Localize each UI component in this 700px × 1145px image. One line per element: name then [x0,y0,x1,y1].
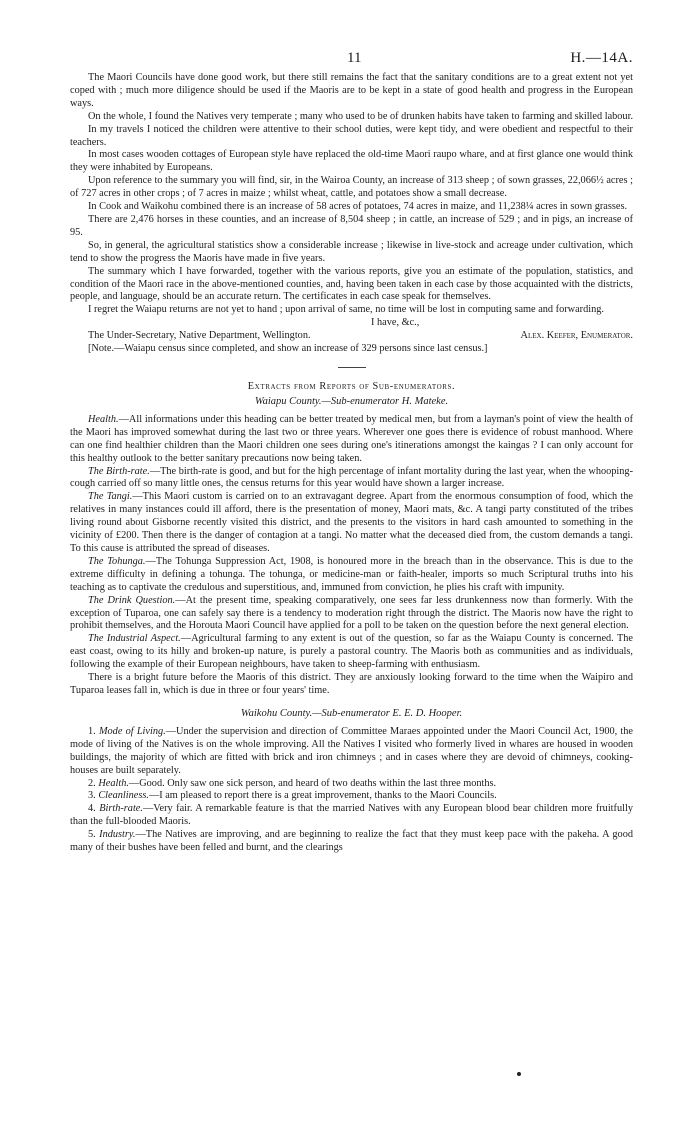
paragraph [70,829,633,855]
paragraph-text: —I am pleased to report there is a great improvement, thanks to the Maori Councils. [148,790,497,802]
paragraph [70,672,633,698]
page-number: 11 [347,50,362,66]
paragraph-text: —Very fair. A remarkable feature is that the married Natives with any European blood bear children more fruitfully than the full-blooded Maoris. [70,803,633,828]
paragraph: On the whole, I found the Natives very temperate ; many who used to be of drunken habits have taken to farming and skilled labour. [88,110,634,122]
signature-line [70,330,633,343]
paragraph: In Cook and Waikohu combined there is an increase of 58 acres of potatoes, 74 acres in maize, and 11,238¼ acres in sown grasses. [88,201,628,213]
paragraph-label: Health. [98,777,129,789]
waikohu-title: Waikohu County.—Sub-enumerator E. E. D. Hooper. [240,707,463,719]
paragraph-label: The Industrial Aspect. [88,633,181,645]
paragraph-text: —The Natives are improving, and are beginning to realize the fact that they must keep pace with the pakeha. A good many of their bushes have been felled and burnt, and the clearings [70,829,634,854]
paragraph-text: There is a bright future before the Maoris of this district. They are anxiously looking forward to the time when the Waipiro and Tuparoa leases fall in, which is due in three or four years' time. [70,672,633,696]
paragraph: In my travels I noticed the children were attentive to their school duties, were kept tidy, and were obedient and respectful to their teachers. [70,123,633,148]
paragraph: There are 2,476 horses in these counties, and an increase of 8,504 sheep ; in cattle, an increase of 529 ; and in pigs, an increase of 95. [70,213,633,238]
paragraph [70,633,633,672]
paragraph-text: —At the present time, speaking comparatively, one sees far less drunkenness now than formerly. With the exception of Tuparoa, one can safely say there is a tendency to moderation right through the district. The Maoris now have the right to prohibit themselves, and the Horouta Maori Council have applied for a poll to be taken on the question before the next general election. [70,594,633,632]
document-reference: H.—14A. [570,50,633,66]
signatory: Alex. Keefer, Enumerator. [520,330,633,342]
paragraph-text: —The birth-rate is good, and but for the high percentage of infant mortality during the last year, when the whooping-cough carried off so many little ones, the census returns for this year would have shown a larger increase. [70,465,633,490]
waiapu-title: Waiapu County.—Sub-enumerator H. Mateke. [254,395,449,407]
paragraph-text: —This Maori custom is carried on to an extravagant degree. Apart from the enormous consumption of food, which the relatives in many instances could ill afford, there is the presentation of money, Maori mats, &c. A tangi party constituted of the tribes living round about Gisborne recently visited this district, and the presents to the visitors in hard cash amounted to something in the vicinity of £200. Then there is the danger of contagion at a tangi. No matter what the deceased died from, the custom demands a tangi. To this cause is attributed the spread of diseases. [70,491,634,554]
paragraph [70,803,633,829]
item-number: 4. [88,803,96,815]
paragraph: So, in general, the agricultural statistics show a considerable increase ; likewise in live-stock and acreage under cultivation, which tend to show the progress the Maoris have made in five years. [70,239,633,264]
paragraph-label: The Drink Question. [88,594,176,606]
paragraph: The Maori Councils have done good work, but there still remains the fact that the sanitary conditions are to a great extent not yet coped with ; much more diligence should be used if the Maoris are to be kept in a state of good health and progress in the European ways. [70,72,633,109]
waiapu-section [70,395,633,698]
paragraph-text: —All informations under this heading can be better treated by medical men, but from a layman's point of view the health of the Maori has improved somewhat during the last two or three years. Wherever one goes there is evidence of robust manhood. Where can one find healthier children than the Maori children one sees during one's itinerations amongst the kaingas ? I can only account for this healthy outlook to the better sanitary precautions now being taken. [70,413,633,464]
paragraph-label: Birth-rate. [99,803,143,815]
paragraph-label: The Tangi. [88,491,133,503]
editor-note: [Note.—Waiapu census since completed, and show an increase of 329 persons since last census.] [88,343,488,355]
paragraph-label: Cleanliness. [98,790,149,802]
document-page [70,46,633,855]
paragraph: In most cases wooden cottages of European style have replaced the old-time Maori raupo whare, and at first glance one would think they were inhabited by Europeans. [70,149,633,174]
paragraph-text: —Under the supervision and direction of Committee Maraes appointed under the Maori Council Act, 1900, the mode of living of the Natives is on the whole improving. All the Natives I visited who formerly lived in whares are housed in wooden buildings, the majority of which are fitted with brick and iron chimneys ; and in cases where they are devoid of chimneys, cooking-houses are built separately. [70,725,634,776]
paragraph [70,414,633,466]
intro-section [70,72,633,356]
paragraph [70,778,633,791]
signature-closing-line [70,317,633,330]
paragraph-label: Health. [88,413,119,425]
paragraph-label: Mode of Living. [98,725,166,737]
section-divider [338,367,366,368]
item-number: 2. [88,777,96,789]
paragraph-text: —The Tohunga Suppression Act, 1908, is honoured more in the breach than in the observance. This is due to the extreme difficulty in defining a tohunga. The tohunga, or medicine-man or faith-healer, imports so much Scriptural truths into his teaching as to captivate the credulous and superstitious, and, immuned from conviction, he plies his craft with impunity. [70,555,633,593]
waikohu-section [70,707,633,855]
paragraph-label: Industry. [99,829,136,841]
item-number: 5. [88,829,96,841]
item-number: 1. [88,725,96,737]
extracts-heading: Extracts from Reports of Sub-enumerators. [247,380,456,392]
paragraph: I regret the Waiapu returns are not yet to hand ; upon arrival of same, no time will be lost in computing same and forwarding. [88,304,604,316]
paragraph: Upon reference to the summary you will find, sir, in the Wairoa County, an increase of 313 sheep ; of sown grasses, 22,066½ acres ; of 727 acres in other crops ; of 7 acres in maize ; whilst wheat, cattle, and potatoes show a small decrease. [70,175,633,200]
paragraph-label: The Birth-rate. [88,465,150,477]
addressee: The Under-Secretary, Native Department, Wellington. [88,330,311,342]
paragraph [70,790,633,803]
paragraph [70,595,633,634]
paragraph-text: —Agricultural farming to any extent is out of the question, so far as the Waiapu County is concerned. The east coast, owing to its hilly and broken-up nature, is purely a pastoral country. The Maoris both as communities and as individuals, following the example of their European neighbours, have taken to sheep-farming with enthusiasm. [70,633,633,671]
paragraph [70,556,633,595]
closing: I have, &c., [371,317,420,329]
page-header [70,46,633,72]
ink-speck [517,1072,521,1076]
paragraph [70,726,633,778]
paragraph-label: The Tohunga. [88,555,146,567]
item-number: 3. [88,790,96,802]
paragraph [70,491,633,556]
paragraph-text: —Good. Only saw one sick person, and heard of two deaths within the last three months. [128,777,497,789]
paragraph: The summary which I have forwarded, together with the various reports, give you an estimate of the population, statistics, and condition of the Maori race in the above-mentioned counties, and, having been taken in each case by those acquainted with the districts, people, and language, should be an accurate return. The certificates in each case speak for themselves. [70,265,633,303]
paragraph [70,466,633,492]
